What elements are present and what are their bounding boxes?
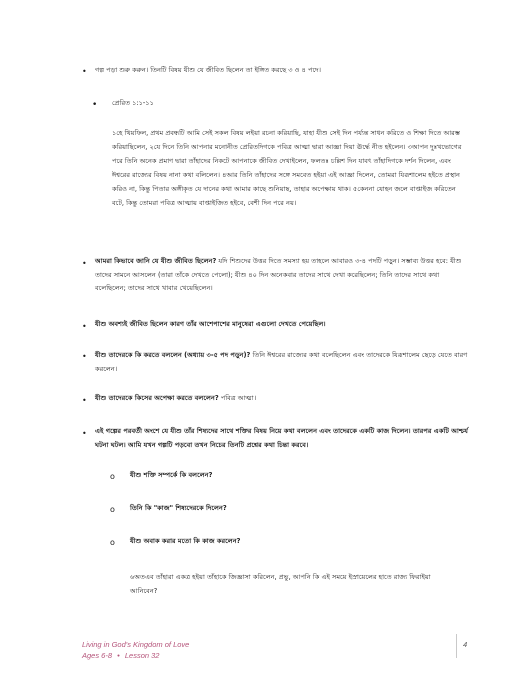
question-how-we-know xyxy=(95,255,470,296)
question-answer: যদি শিশুদের উত্তর দিতে সমস্যা হয় তাহলে আবারও ৩-৪ পদটি পড়ুন। সম্ভাব্য উত্তর হবে: যীশু তাদের সামনে আসলেন (তারা তাঁকে দেখতে পেলো); যীশু ৪০ দিন অনেকবার তাদের সাথে দেখা করেছিলেন; তিনি তাদের সাথে কথা বলেছিলেন; তাদের সাথে খাবার খেয়েছিলেন। xyxy=(95,257,462,292)
statement-alive: যীশু অবশ্যই জীবিত ছিলেন কারণ তাঁর আশেপাশের মানুষেরা এগুলো দেখতে পেয়েছিল। xyxy=(95,320,326,328)
question-what-told xyxy=(95,349,470,376)
circle-bullet-icon: o xyxy=(110,538,115,547)
footer-lesson-info xyxy=(82,651,159,661)
question-2: তিনি কি "কাজ" শিষ্যদেরকে দিলেন? xyxy=(130,504,227,512)
question-answer: তিনি ঈশ্বরের রাজ্যের কথা বলেছিলেন এবং তাদেরকে যিরূশালেম ছেড়ে যেতে বারণ করলেন। xyxy=(95,351,468,373)
question-3: যীশু অবাক করার মতো কি কাজ করলেন? xyxy=(130,537,241,545)
bullet-icon: • xyxy=(82,322,87,331)
question-bold: যীশু তাদেরকে কিসের অপেক্ষা করতে বললেন? xyxy=(95,394,219,402)
bullet-icon: • xyxy=(82,67,87,76)
footer-lesson: Lesson 32 xyxy=(124,651,160,660)
bullet-icon: • xyxy=(82,396,87,405)
question-answer: পবিত্র আত্মা। xyxy=(218,394,257,402)
question-bold: আমরা কিভাবে জানি যে যীশু জীবিত ছিলেন? xyxy=(95,257,217,265)
footer-separator: • xyxy=(117,651,120,660)
footer-divider xyxy=(456,634,457,658)
bullet-icon: • xyxy=(82,259,87,268)
bullet-icon: • xyxy=(82,429,87,438)
scripture-verse-6: ৬অতএব তাঁহারা একত্র হইয়া তাঁহাকে জিজ্ঞাসা করিলেন, প্রভু, আপনি কি এই সময়ে ইস্রায়েলের হাতে রাজ্য ফিরাইয়া আনিবেন? xyxy=(130,573,431,595)
scripture-quote: ১হে থিয়ফিল, প্রথম প্রবন্ধটি আমি সেই সকল বিষয় লইয়া রচনা করিয়াছি, যাহা যীশু সেই দিন পর্য্যন্ত সাধন করিতে ও শিক্ষা দিতে আরম্ভ করিয়াছিলেন, ২যে দিনে তিনি আপনার মনোনীত প্রেরিতদিগকে পবিত্র আত্মা দ্বারা আজ্ঞা দিয়া ঊর্দ্ধে নীত হইলেন। ৩আপন দুঃখভোগের পরে তিনি অনেক প্রমাণ দ্বারা তাঁহাদের নিকটে আপনাকে জীবিত দেখাইলেন, ফলতঃ চল্লিশ দিন যাবৎ তাঁহাদিগকে দর্শন দিলেন, এবং ঈশ্বরের রাজ্যের বিষয় নানা কথা বলিলেন। ৪আর তিনি তাঁহাদের সঙ্গে সমবেত হইয়া এই আজ্ঞা দিলেন, তোমরা যিরূশালেম হইতে প্রস্থান করিও না, কিন্তু পিতার অঙ্গীকৃত যে দানের কথা আমার কাছে শুনিয়াছ, তাহার অপেক্ষায় থাক। ৫কেননা যোহন জলে বাপ্তাইজ করিতেন বটে, কিন্তু তোমরা পবিত্র আত্মায় বাপ্তাইজিত হইবে, বেশী দিন পরে নয়। xyxy=(112,129,462,207)
page-number: 4 xyxy=(463,640,468,649)
instruction-text: গল্প পড়া শুরু করুন। তিনটি বিষয় যীশু যে জীবিত ছিলেন তা ইঙ্গিত করছে ৩ ও ৪ পদে। xyxy=(95,66,321,74)
circle-bullet-icon: o xyxy=(110,505,115,514)
question-bold: যীশু তাদেরকে কি করতে বললেন (অধ্যায় ৩-৫ পদ পড়ুন)? xyxy=(95,351,251,359)
question-1: যীশু শক্তি সম্পর্কে কি বললেন? xyxy=(130,471,213,479)
bullet-icon: • xyxy=(92,100,98,110)
circle-bullet-icon: o xyxy=(110,472,115,481)
story-intro: এই গল্পের পরবর্তী অংশে যে যীশু তাঁর শিষ্যদের সাথে শক্তির বিষয় নিয়ে কথা বললেন এবং তাদেরকে একটি কাজ দিলেন। তারপর একটি আশ্চর্য ঘটনা ঘটল। আমি যখন গল্পটি পড়বো তখন নিচের তিনটি প্রশ্নের কথা চিন্তা করবে। xyxy=(95,427,468,449)
bullet-icon: • xyxy=(82,352,87,361)
question-wait xyxy=(95,392,470,406)
footer-ages: Ages 6-8 xyxy=(82,651,113,660)
scripture-reference: প্রেরিত ১:১-১১ xyxy=(112,99,154,107)
footer-title: Living in God's Kingdom of Love xyxy=(82,640,190,649)
